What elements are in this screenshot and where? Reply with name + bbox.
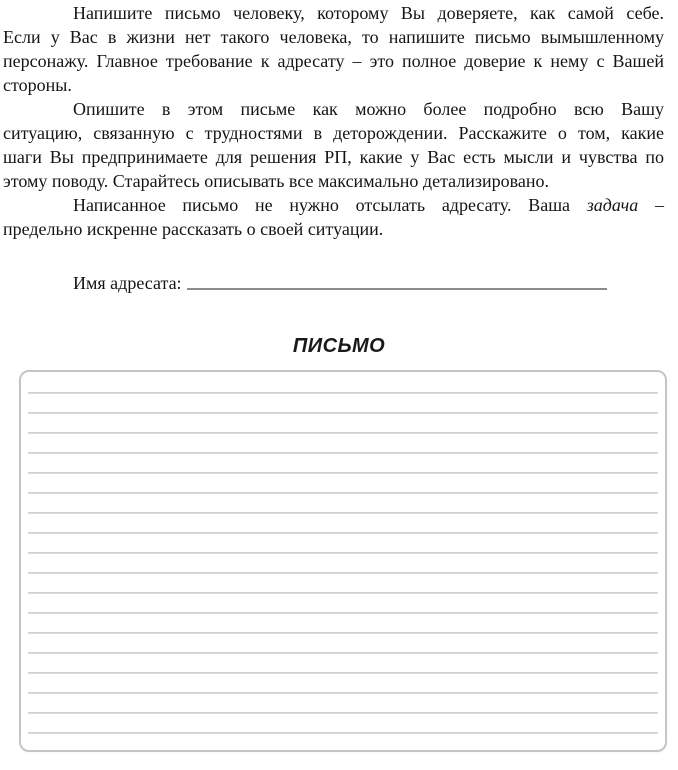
text-line bbox=[3, 1, 664, 25]
addressee-blank-line[interactable] bbox=[187, 288, 607, 290]
ruled-line bbox=[28, 552, 658, 554]
text-line bbox=[3, 217, 664, 241]
text-segment: ситуацию, связанную с трудностями в деторождении. Расскажите о том, какие bbox=[3, 123, 664, 143]
ruled-line bbox=[28, 412, 658, 414]
ruled-line bbox=[28, 672, 658, 674]
instructions-text bbox=[3, 1, 664, 241]
text-segment: Опишите в этом письме как можно более подробно всю Вашу bbox=[73, 99, 664, 119]
ruled-line bbox=[28, 592, 658, 594]
ruled-line bbox=[28, 712, 658, 714]
text-segment: стороны. bbox=[3, 75, 72, 95]
text-segment: Написанное письмо не нужно отсылать адресату. Ваша bbox=[73, 195, 587, 215]
text-line bbox=[3, 25, 664, 49]
text-line bbox=[3, 193, 664, 217]
addressee-row bbox=[73, 271, 607, 295]
text-line bbox=[3, 97, 664, 121]
letter-writing-area[interactable] bbox=[19, 370, 667, 752]
ruled-line bbox=[28, 532, 658, 534]
text-line bbox=[3, 73, 664, 97]
emphasized-word: задача bbox=[586, 195, 639, 215]
text-line bbox=[3, 121, 664, 145]
ruled-line bbox=[28, 632, 658, 634]
ruled-line bbox=[28, 452, 658, 454]
ruled-line bbox=[28, 492, 658, 494]
ruled-line bbox=[28, 572, 658, 574]
text-segment: – bbox=[638, 195, 664, 215]
text-segment: этому поводу. Старайтесь описывать все максимально детализировано. bbox=[3, 171, 550, 191]
addressee-label: Имя адресата: bbox=[73, 273, 182, 293]
text-segment: предельно искренне рассказать о своей ситуации. bbox=[3, 219, 384, 239]
text-line bbox=[3, 145, 664, 169]
text-line bbox=[3, 49, 664, 73]
ruled-line bbox=[28, 512, 658, 514]
ruled-line bbox=[28, 652, 658, 654]
text-segment: шаги Вы предпринимаете для решения РП, какие у Вас есть мысли и чувства по bbox=[3, 147, 664, 167]
ruled-line bbox=[28, 392, 658, 394]
ruled-line bbox=[28, 692, 658, 694]
text-line bbox=[3, 169, 664, 193]
text-segment: Если у Вас в жизни нет такого человека, то напишите письмо вымышленному bbox=[3, 27, 664, 47]
ruled-line bbox=[28, 612, 658, 614]
ruled-line bbox=[28, 732, 658, 734]
letter-title: ПИСЬМО bbox=[292, 335, 386, 357]
text-segment: персонажу. Главное требование к адресату – это полное доверие к нему с Вашей bbox=[3, 51, 664, 71]
ruled-line bbox=[28, 432, 658, 434]
ruled-line bbox=[28, 472, 658, 474]
text-segment: Напишите письмо человеку, которому Вы доверяете, как самой себе. bbox=[73, 3, 664, 23]
